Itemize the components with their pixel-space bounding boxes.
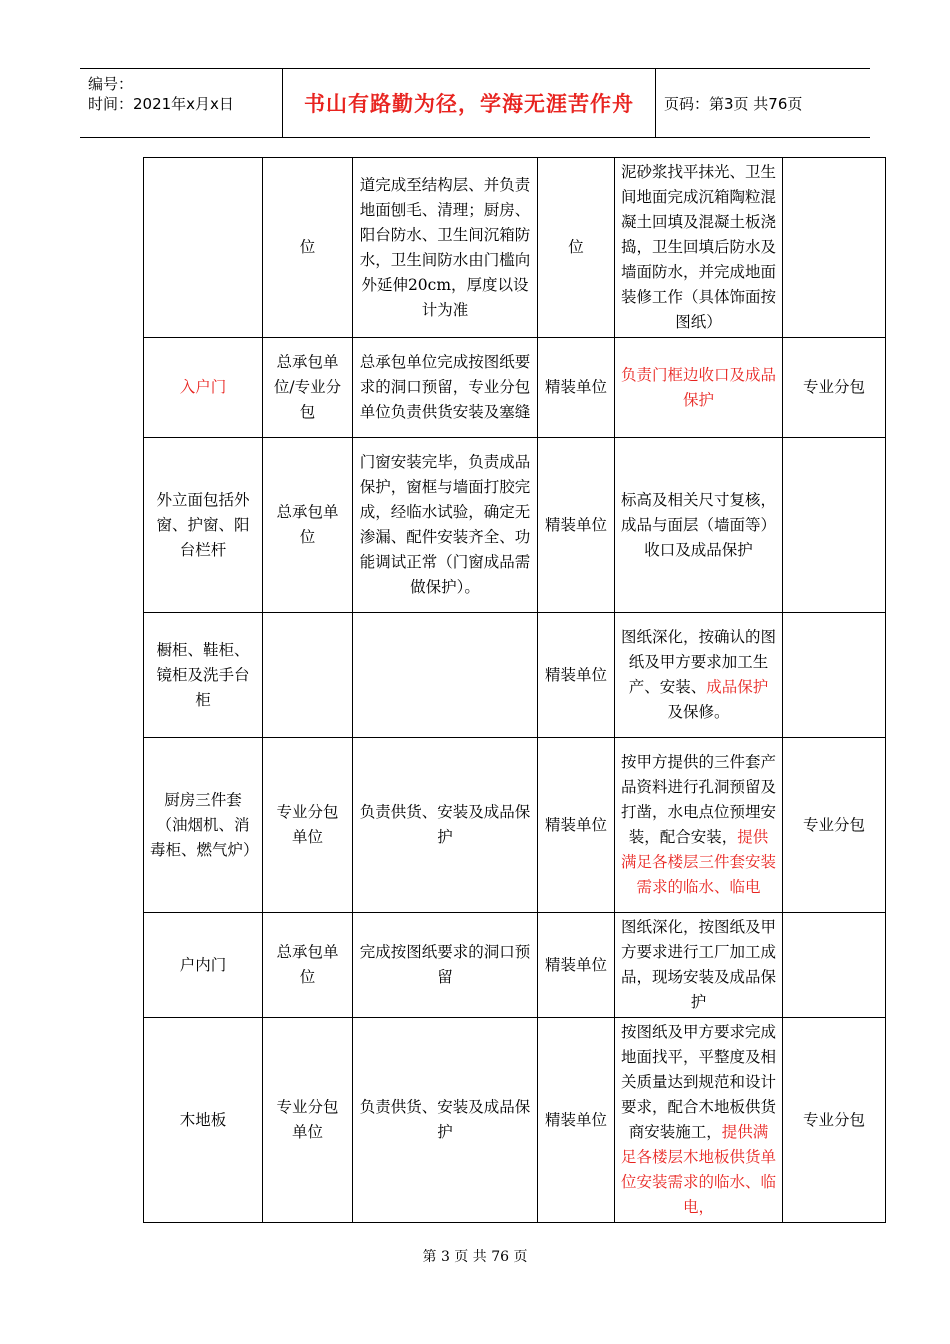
cell-finish-unit: 位 (538, 158, 615, 338)
cell-party: 总承包单位 (263, 438, 353, 613)
table-row (144, 1018, 886, 1223)
cell-item: 木地板 (144, 1018, 263, 1223)
cell-scope (353, 613, 538, 738)
cell-party: 专业分包单位 (263, 738, 353, 913)
cell-finish-unit: 精装单位 (538, 438, 615, 613)
cell-remark (783, 158, 886, 338)
cell-party: 总承包单位 (263, 913, 353, 1018)
page-footer: 第 3 页 共 76 页 (422, 1249, 528, 1265)
cell-finish-unit: 精装单位 (538, 1018, 615, 1223)
responsibility-table (143, 157, 886, 1223)
cell-remark: 专业分包 (783, 338, 886, 438)
page-header (80, 68, 870, 138)
cell-item: 外立面包括外窗、护窗、阳台栏杆 (144, 438, 263, 613)
cell-scope: 门窗安装完毕，负责成品保护，窗框与墙面打胶完成，经临水试验，确定无渗漏、配件安装齐全、功能调试正常（门窗成品需做保护）。 (353, 438, 538, 613)
header-page-number: 页码：第3页 共76页 (664, 94, 803, 113)
cell-scope: 负责供货、安装及成品保护 (353, 1018, 538, 1223)
cell-party (263, 613, 353, 738)
cell-remark (783, 613, 886, 738)
text-black: 及保修。 (667, 703, 730, 721)
cell-finish-scope: 负责门框边收口及成品保护 (615, 338, 783, 438)
code-label: 编号： (88, 75, 134, 93)
cell-finish-unit: 精装单位 (538, 738, 615, 913)
text-red: 提供满足各楼层三件套安装需求的临水、临电 (621, 828, 777, 896)
cell-party: 总承包单位/专业分包 (263, 338, 353, 438)
text-red: 提供满足各楼层木地板供货单位安装需求的临水、临电， (621, 1123, 777, 1216)
table-row (144, 913, 886, 1018)
cell-finish-scope: 图纸深化，按图纸及甲方要求进行工厂加工成品，现场安装及成品保护 (615, 913, 783, 1018)
cell-item (144, 158, 263, 338)
cell-scope: 负责供货、安装及成品保护 (353, 738, 538, 913)
time-label: 时间：2021年x月x日 (88, 95, 234, 113)
header-meta (80, 69, 282, 137)
cell-remark (783, 913, 886, 1018)
table-row (144, 338, 886, 438)
text-black: 图纸深化，按确认的图纸及甲方要求加工生产、安装、 (621, 628, 777, 696)
table-row (144, 613, 886, 738)
text-black: 按甲方提供的三件套产品资料进行孔洞预留及打凿，水电点位预埋安装，配合安装， (621, 753, 777, 846)
cell-remark: 专业分包 (783, 1018, 886, 1223)
cell-item: 厨房三件套（油烟机、消毒柜、燃气炉） (144, 738, 263, 913)
cell-finish-unit: 精装单位 (538, 913, 615, 1018)
cell-finish-unit: 精装单位 (538, 338, 615, 438)
cell-item: 入户门 (144, 338, 263, 438)
text-black: 按图纸及甲方要求完成地面找平，平整度及相关质量达到规范和设计要求，配合木地板供货商安装施工， (621, 1023, 777, 1141)
table-row (144, 438, 886, 613)
table-row (144, 158, 886, 338)
cell-finish-scope (615, 613, 783, 738)
cell-item: 户内门 (144, 913, 263, 1018)
text-black: 泥砂浆找平抹光、卫生间地面完成沉箱陶粒混凝土回填及混凝土板浇捣，卫生回填后防水及墙面防水，并完成地面装修工作（具体饰面按图纸） (621, 163, 777, 331)
cell-finish-scope (615, 1018, 783, 1223)
cell-item: 橱柜、鞋柜、镜柜及洗手台柜 (144, 613, 263, 738)
cell-remark: 专业分包 (783, 738, 886, 913)
cell-scope: 总承包单位完成按图纸要求的洞口预留，专业分包单位负责供货安装及塞缝 (353, 338, 538, 438)
header-page-cell (656, 69, 870, 137)
cell-finish-scope: 标高及相关尺寸复核，成品与面层（墙面等）收口及成品保护 (615, 438, 783, 613)
header-motto: 书山有路勤为径，学海无涯苦作舟 (304, 92, 634, 116)
cell-scope: 完成按图纸要求的洞口预留 (353, 913, 538, 1018)
cell-scope: 道完成至结构层、并负责地面刨毛、清理；厨房、阳台防水、卫生间沉箱防水，卫生间防水由门槛向外延伸20cm，厚度以设计为准 (353, 158, 538, 338)
cell-finish-scope (615, 738, 783, 913)
cell-remark (783, 438, 886, 613)
cell-party: 位 (263, 158, 353, 338)
cell-finish-scope (615, 158, 783, 338)
cell-finish-unit: 精装单位 (538, 613, 615, 738)
cell-party: 专业分包单位 (263, 1018, 353, 1223)
text-red: 成品保护 (706, 678, 769, 696)
table-row (144, 738, 886, 913)
header-motto-cell (282, 69, 656, 137)
